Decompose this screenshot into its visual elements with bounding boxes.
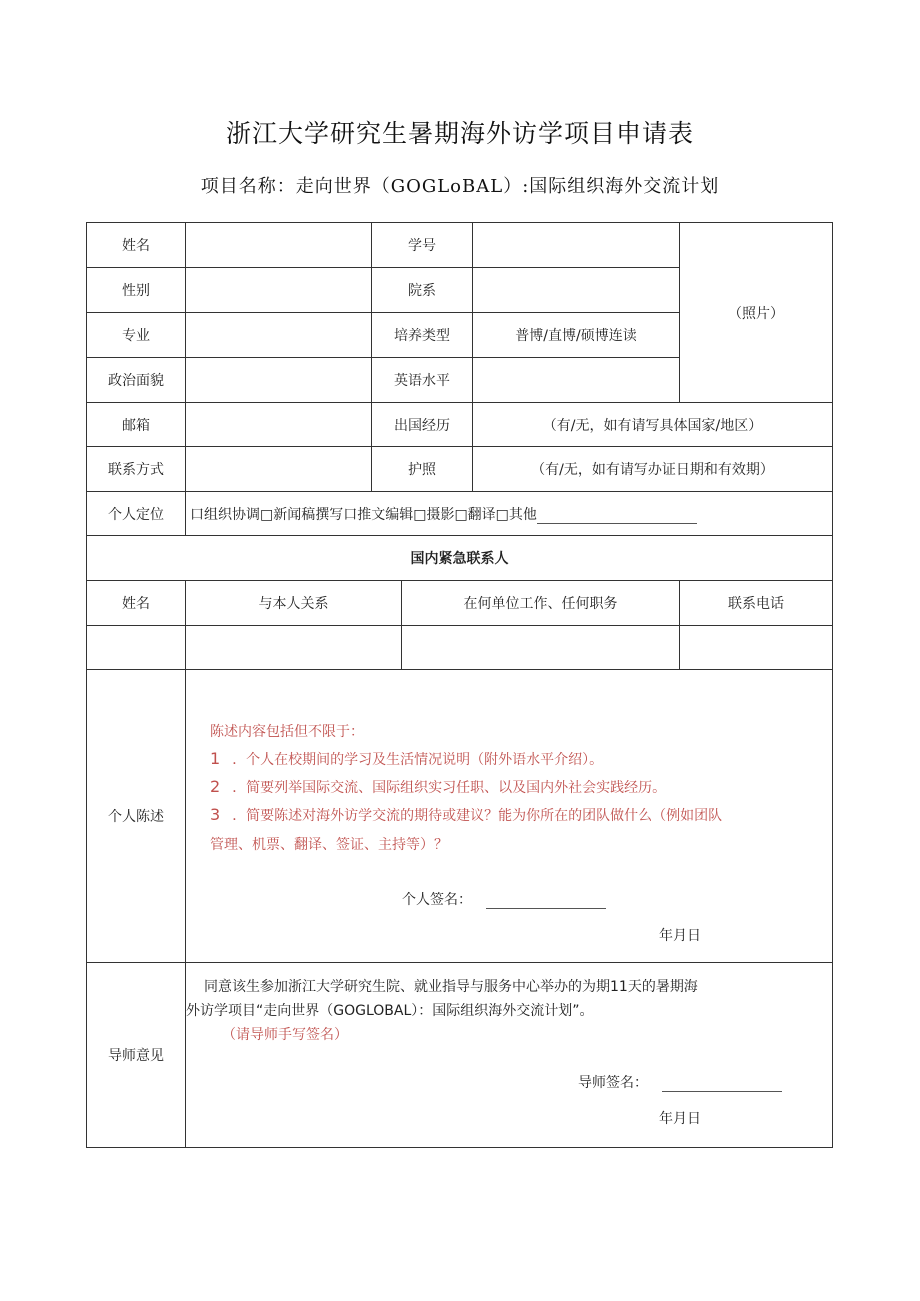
department-label: 院系: [372, 268, 473, 313]
political-status-field[interactable]: [186, 358, 372, 403]
student-id-label: 学号: [372, 223, 473, 268]
advisor-signature: [578, 1072, 782, 1092]
statement-item-3: [210, 805, 722, 825]
contact-field[interactable]: [186, 447, 372, 492]
gender-field[interactable]: [186, 268, 372, 313]
item-1-text: ．个人在校期间的学习及生活情况说明（附外语水平介绍）。: [232, 751, 604, 768]
emergency-relation-field[interactable]: [186, 626, 402, 670]
item-1-number: 1: [210, 748, 221, 768]
personal-date: 年月日: [659, 927, 701, 944]
emergency-name-field[interactable]: [87, 626, 186, 670]
advisor-signature-label: 导师签名：: [578, 1075, 648, 1091]
advisor-label: 导师意见: [87, 963, 186, 1148]
project-name: 项目名称：走向世界（GOGLoBAL）:国际组织海外交流计划: [200, 176, 720, 197]
advisor-text-line1: 同意该生参加浙江大学研究生院、就业指导与服务中心举办的为期11天的暑期海: [204, 979, 698, 995]
role-options[interactable]: [186, 492, 833, 536]
name-label: 姓名: [87, 223, 186, 268]
emergency-phone-field[interactable]: [680, 626, 833, 670]
role-other-line[interactable]: [537, 509, 697, 524]
photo-box[interactable]: （照片）: [680, 223, 833, 403]
item-2-number: 2: [210, 776, 221, 796]
personal-signature-label: 个人签名：: [402, 891, 472, 908]
gender-label: 性别: [87, 268, 186, 313]
emergency-heading: 国内紧急联系人: [87, 536, 833, 581]
emergency-employer-field[interactable]: [402, 626, 680, 670]
statement-label: 个人陈述: [87, 670, 186, 963]
political-status-label: 政治面貌: [87, 358, 186, 403]
department-field[interactable]: [473, 268, 680, 313]
program-type-label: 培养类型: [372, 313, 473, 358]
emergency-phone-header: 联系电话: [680, 581, 833, 626]
personal-signature-line[interactable]: [486, 894, 606, 909]
statement-intro: 陈述内容包括但不限于：: [210, 723, 364, 740]
statement-item-3-cont: 管理、机票、翻译、签证、主持等）？: [210, 836, 448, 853]
role-label: 个人定位: [87, 492, 186, 536]
statement-box[interactable]: [186, 670, 833, 963]
item-2-text: ．简要列举国际交流、国际组织实习任职、以及国内外社会实践经历。: [232, 779, 667, 796]
application-form: [86, 222, 833, 1148]
contact-label: 联系方式: [87, 447, 186, 492]
major-field[interactable]: [186, 313, 372, 358]
form-title: 浙江大学研究生暑期海外访学项目申请表: [225, 119, 694, 148]
emergency-relation-header: 与本人关系: [186, 581, 402, 626]
advisor-signature-line[interactable]: [662, 1077, 782, 1092]
statement-item-2: [210, 777, 666, 797]
role-options-text: 口组织协调□新闻稿撰写口推文编辑□摄影□翻译□其他: [190, 506, 537, 523]
name-field[interactable]: [186, 223, 372, 268]
abroad-experience-field[interactable]: （有/无，如有请写具体国家/地区）: [473, 403, 833, 447]
passport-field[interactable]: （有/无，如有请写办证日期和有效期）: [473, 447, 833, 492]
student-id-field[interactable]: [473, 223, 680, 268]
english-level-label: 英语水平: [372, 358, 473, 403]
program-type-field[interactable]: 普博/直博/硕博连读: [473, 313, 680, 358]
advisor-text-line2: 外访学项目“走向世界（GOGLOBAL）：国际组织海外交流计划”。: [186, 1003, 594, 1019]
emergency-employer-header: 在何单位工作、任何职务: [402, 581, 680, 626]
abroad-experience-label: 出国经历: [372, 403, 473, 447]
major-label: 专业: [87, 313, 186, 358]
item-3-text: ．简要陈述对海外访学交流的期待或建议？能为你所在的团队做什么（例如团队: [232, 807, 723, 824]
statement-item-1: [210, 749, 603, 769]
advisor-date: 年月日: [659, 1111, 701, 1127]
advisor-note: （请导师手写签名）: [222, 1027, 348, 1043]
advisor-box[interactable]: [186, 963, 833, 1148]
email-label: 邮箱: [87, 403, 186, 447]
emergency-name-header: 姓名: [87, 581, 186, 626]
personal-signature: [402, 889, 606, 909]
email-field[interactable]: [186, 403, 372, 447]
passport-label: 护照: [372, 447, 473, 492]
item-3-number: 3: [210, 804, 221, 824]
english-level-field[interactable]: [473, 358, 680, 403]
